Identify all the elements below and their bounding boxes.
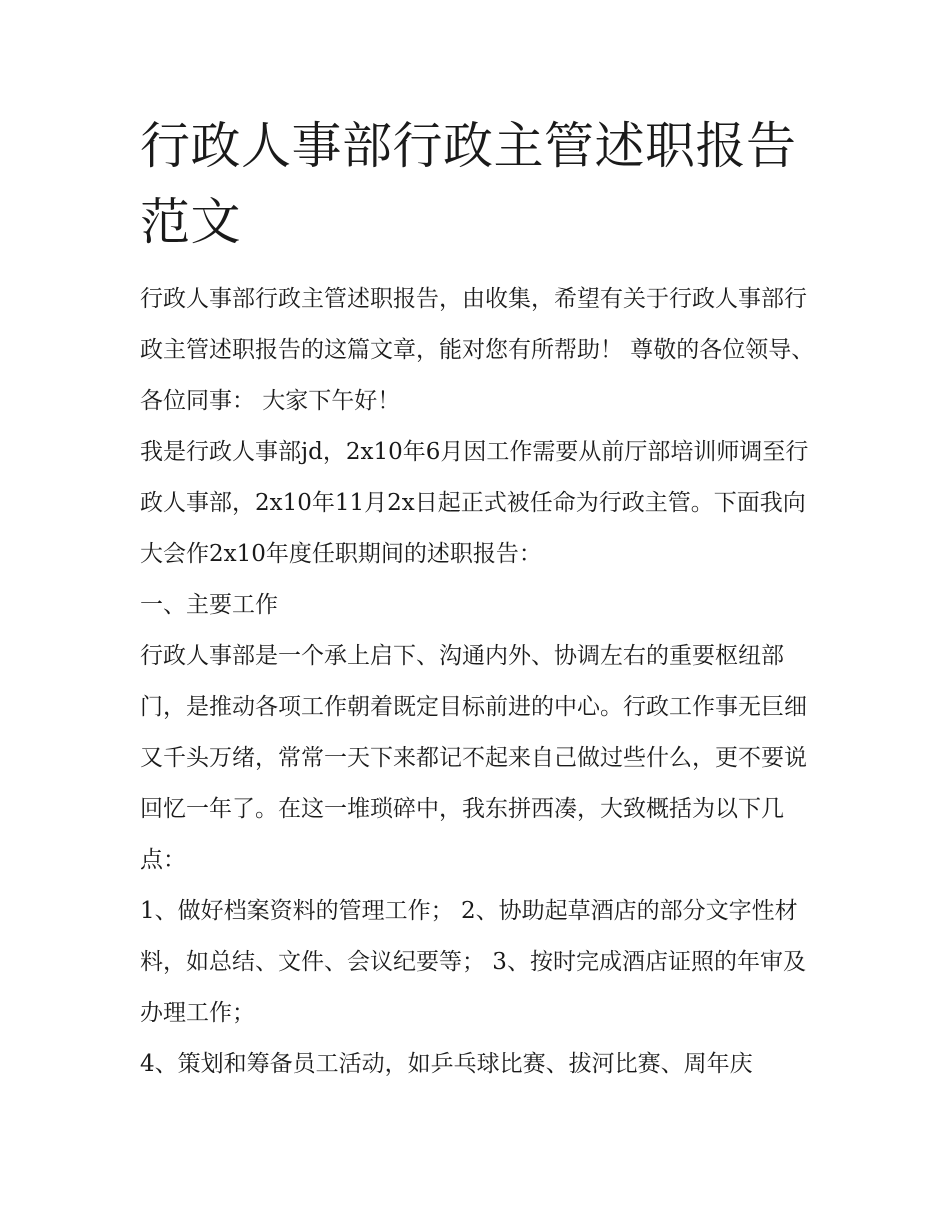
paragraph-department-role: 行政人事部是一个承上启下、沟通内外、协调左右的重要枢纽部门，是推动各项工作朝着既定目标前进的中心。行政工作事无巨细又千头万绪，常常一天下来都记不起来自己做过些什么，更不要说回忆一年了。在这一堆琐碎中，我东拼西凑，大致概括为以下几点： bbox=[140, 643, 807, 873]
paragraph-task-list-1-3: 1、做好档案资料的管理工作； 2、协助起草酒店的部分文字性材料，如总结、文件、会议纪要等； 3、按时完成酒店证照的年审及办理工作； bbox=[140, 898, 806, 1026]
document-body bbox=[140, 274, 820, 1090]
document-title: 行政人事部行政主管述职报告范文 bbox=[140, 117, 797, 251]
paragraph-task-list-4: 4、策划和筹备员工活动，如乒乓球比赛、拔河比赛、周年庆 bbox=[140, 1051, 753, 1077]
paragraph-self-introduction: 我是行政人事部jd，2x10年6月因工作需要从前厅部培训师调至行政人事部，2x10年11月2x日起正式被任命为行政主管。下面我向大会作2x10年度任职期间的述职报告： bbox=[140, 439, 809, 567]
paragraph-intro: 行政人事部行政主管述职报告，由收集，希望有关于行政人事部行政主管述职报告的这篇文章，能对您有所帮助！ 尊敬的各位领导、各位同事： 大家下午好！ bbox=[140, 286, 815, 414]
section-heading-main-work: 一、主要工作 bbox=[140, 592, 278, 618]
